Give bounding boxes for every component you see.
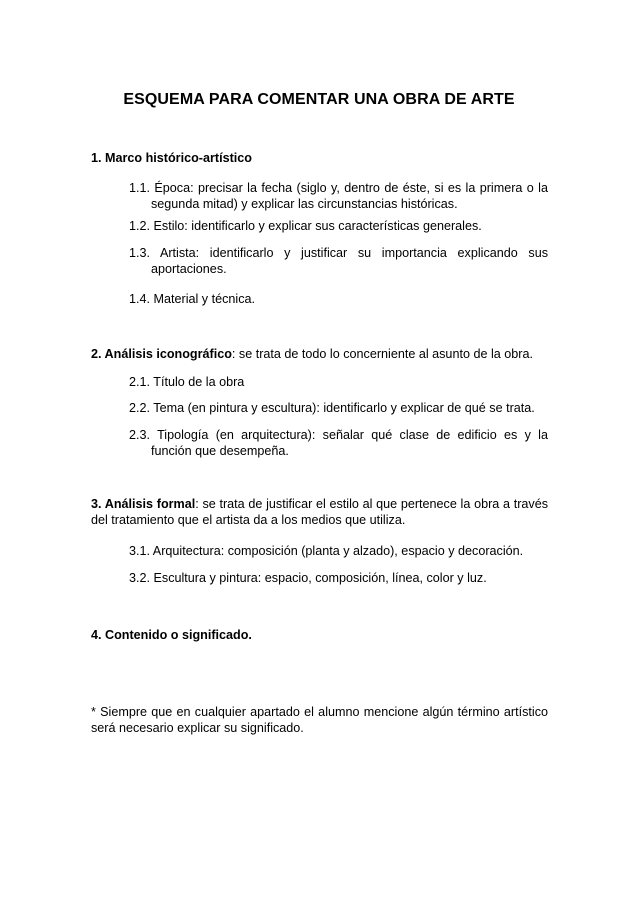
list-item-1-2-text: 1.2. Estilo: identificarlo y explicar sus características generales. (129, 219, 482, 233)
page-title: ESQUEMA PARA COMENTAR UNA OBRA DE ARTE (123, 91, 515, 108)
list-item-3-2-text: 3.2. Escultura y pintura: espacio, composición, línea, color y luz. (129, 571, 487, 585)
section-2-heading (91, 346, 548, 362)
list-item-2-3 (129, 427, 548, 459)
section-2-heading-rest: : se trata de todo lo concerniente al asunto de la obra. (231, 347, 533, 361)
list-item-1-1 (129, 180, 548, 212)
list-item-2-1 (129, 374, 548, 390)
list-item-3-1 (129, 543, 548, 559)
section-3-heading-text: 3. Análisis formal (91, 497, 196, 511)
section-1-heading (91, 150, 548, 166)
list-item-1-1-text: 1.1. Época: precisar la fecha (siglo y, dentro de éste, si es la primera o la segunda mitad) y explicar las circunstancias históricas. (129, 181, 548, 211)
section-1-heading-text: 1. Marco histórico-artístico (91, 151, 252, 165)
list-item-2-2 (129, 400, 548, 416)
list-item-2-1-text: 2.1. Título de la obra (129, 375, 245, 389)
list-item-1-3-text: 1.3. Artista: identificarlo y justificar su importancia explicando sus aportaciones. (129, 246, 548, 276)
list-item-3-1-text: 3.1. Arquitectura: composición (planta y alzado), espacio y decoración. (129, 544, 524, 558)
section-4-heading (91, 627, 548, 643)
list-item-1-4-text: 1.4. Material y técnica. (129, 292, 255, 306)
list-item-2-2-text: 2.2. Tema (en pintura y escultura): identificarlo y explicar de qué se trata. (129, 401, 535, 415)
section-3-heading (91, 496, 548, 528)
list-item-1-4 (129, 291, 548, 307)
section-3-heading-rest: : se trata de justificar el estilo al que pertenece la obra a través del tratamiento que el artista da a los medios que utiliza. (91, 497, 548, 527)
section-4-heading-text: 4. Contenido o significado. (91, 628, 252, 642)
list-item-2-3-text: 2.3. Tipología (en arquitectura): señalar qué clase de edificio es y la función que desempeña. (129, 428, 548, 458)
footnote: * Siempre que en cualquier apartado el alumno mencione algún término artístico será necesario explicar su significado. (91, 705, 548, 735)
list-item-3-2 (129, 570, 548, 586)
section-2-heading-text: 2. Análisis iconográfico (91, 347, 232, 361)
list-item-1-2 (129, 218, 548, 234)
list-item-1-3 (129, 245, 548, 277)
